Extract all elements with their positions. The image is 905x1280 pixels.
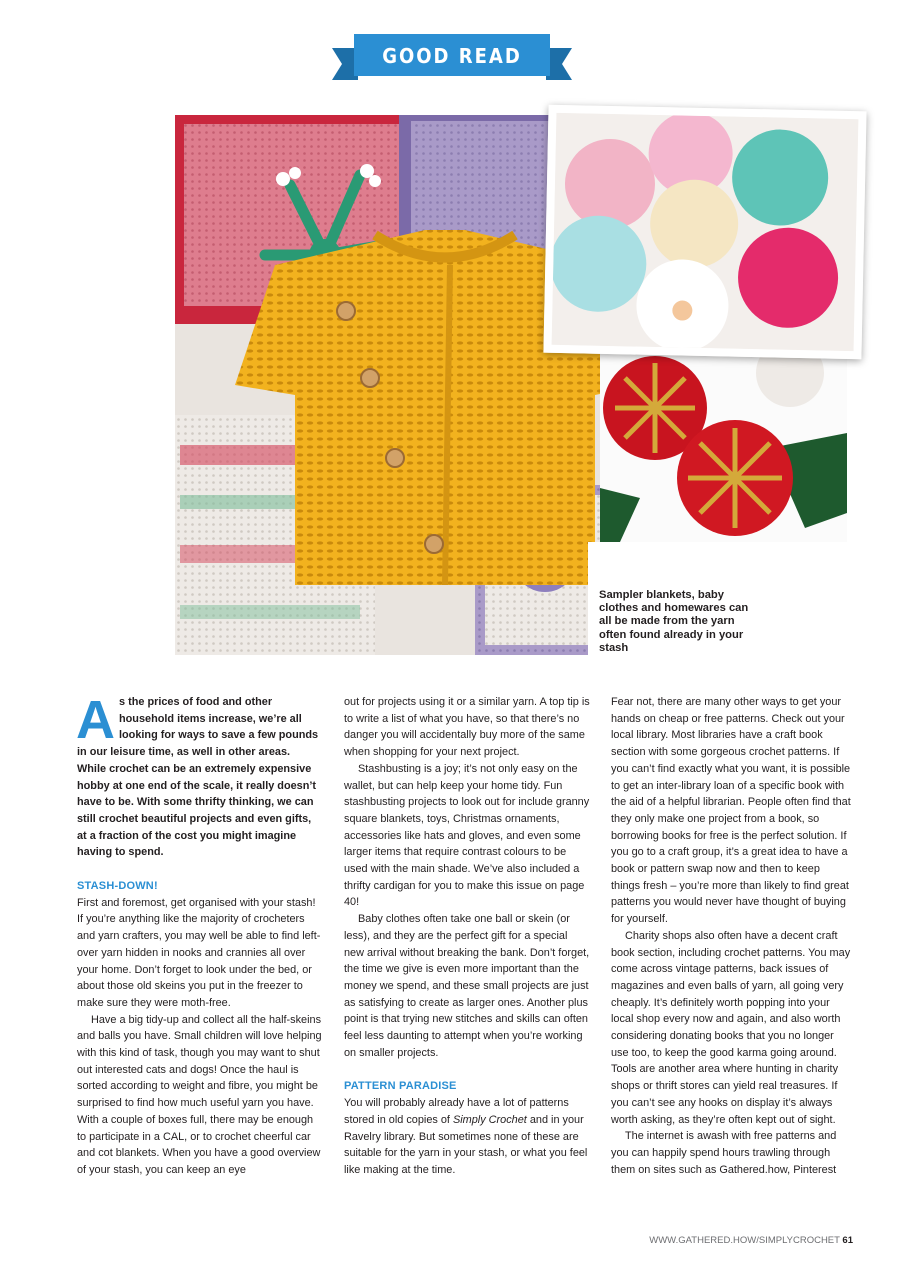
yarn-balls-illustration (552, 113, 859, 351)
body-paragraph: out for projects using it or a similar yarn. A top tip is to write a list of what you have, so that there’s no danger you will accidentally buy more of the same when shopping for your next project. (344, 696, 590, 759)
body-paragraph: Baby clothes often take one ball or skein (or less), and they are the perfect gift for a special new arrival without breaking the bank. Don’t forget, the time we give is even more important than the money we spend, and these small projects are just as satisfying to create as larger ones. Another plus point is that trying new stitches and skills can often feel less daunting to attempt when you’re working on smaller projects. (344, 913, 590, 1059)
banner-label: GOOD READ (382, 44, 522, 68)
page-footer (649, 1235, 853, 1246)
body-paragraph: First and foremost, get organised with your stash! If you’re anything like the majority of crocheters and yarn crafters, you may well be able to find left-over yarn hidden in nooks and crannies all over your home. Don’t forget to look under the bed, or about those old skeins you put in the freezer to make sure they were moth-free. (77, 896, 321, 1009)
article-column-1 (76, 690, 322, 1179)
baubles-illustration (600, 338, 847, 542)
article-column-3 (611, 694, 851, 1178)
intro-text: s the prices of food and other household items increase, we’re all looking for ways to save a few pounds in our leisure time, as well in other areas. While crochet can be an extremely expensive hobby at one end of the scale, it really doesn’t have to be. With some thrifty thinking, we can still crochet beautiful projects and even gifts, at a fraction of the cost you might imagine having to spend. (77, 696, 319, 859)
body-paragraph: Stashbusting is a joy; it’s not only easy on the wallet, but can help keep your home tidy. Fun stashbusting projects to look out for include granny square blankets, toys, Christmas ornaments, accessories like hats and gloves, and even some larger items that require contrast colours to be used with the main shade. We’ve also included a thrifty cardigan for you to make this issue on page 40! (344, 762, 590, 909)
intro-paragraph (76, 690, 322, 861)
body-paragraph: Fear not, there are many other ways to get your hands on cheap or free patterns. Check out your local library. Most libraries have a craft book section with some gorgeous crochet patterns. If you can’t find exactly what you want, it is possible to get an inter-library loan of a specific book with the aid of a helpful librarian. People often find that they only make one project from a book, so borrowing books for free is the perfect solution. If you go to a craft group, it’s a great idea to have a book or pattern swap now and then to keep things fresh – you’re more than likely to find great patterns you would never have thought of buying for yourself. (611, 696, 851, 926)
inset-photo-crochet-baubles (600, 338, 847, 542)
footer-url: WWW.GATHERED.HOW/SIMPLYCROCHET (649, 1235, 840, 1246)
heading-stash-down: STASH-DOWN! (77, 880, 158, 893)
body-text: You will probably already have a lot of patterns stored in old copies of (344, 1097, 569, 1126)
drop-cap: A (76, 690, 115, 750)
photo-caption: Sampler blankets, baby clothes and homewares can all be made from the yarn often found already in your stash (599, 589, 749, 654)
body-paragraph: Have a big tidy-up and collect all the half-skeins and balls you have. Small children will love helping with this kind of task, though you may want to shut out interested cats and dogs! Once the haul is sorted according to weight and fibre, you might be surprised to find how much useful yarn you have. With a couple of boxes full, there may be enough to participate in a CAL, or to crochet cheerful car and cot blankets. When you have a good overview of your stash, you can keep an eye (77, 1013, 322, 1176)
body-text: and in your Ravelry library. But sometimes none of these are suitable for the yarn in your stash, or what you feel like making at the time. (344, 1113, 588, 1176)
inset-photo-yarn-balls (543, 105, 866, 360)
body-paragraph (344, 1095, 590, 1179)
section-banner (332, 30, 572, 84)
body-paragraph: Charity shops also often have a decent craft book section, including crochet patterns. You may come across vintage patterns, back issues of magazines and even balls of yarn, all going very cheaply. It’s definitely worth popping into your local shop every now and again, and also worth considering donating books that you no longer use too, to keep the good karma going around. Tools are another area where hunting in charity shops or thrift stores can yield real treasures. If you can’t see any hooks on display it’s always worth asking, as they’re often kept out of sight. (611, 929, 851, 1126)
body-paragraph: The internet is awash with free patterns and you can happily spend hours trawling through them on sites such as Gathered.how, Pinterest (611, 1130, 837, 1176)
article-column-2 (344, 694, 590, 1179)
page-number: 61 (842, 1235, 853, 1246)
magazine-title: Simply Crochet (452, 1113, 527, 1126)
heading-pattern-paradise: PATTERN PARADISE (344, 1080, 457, 1093)
